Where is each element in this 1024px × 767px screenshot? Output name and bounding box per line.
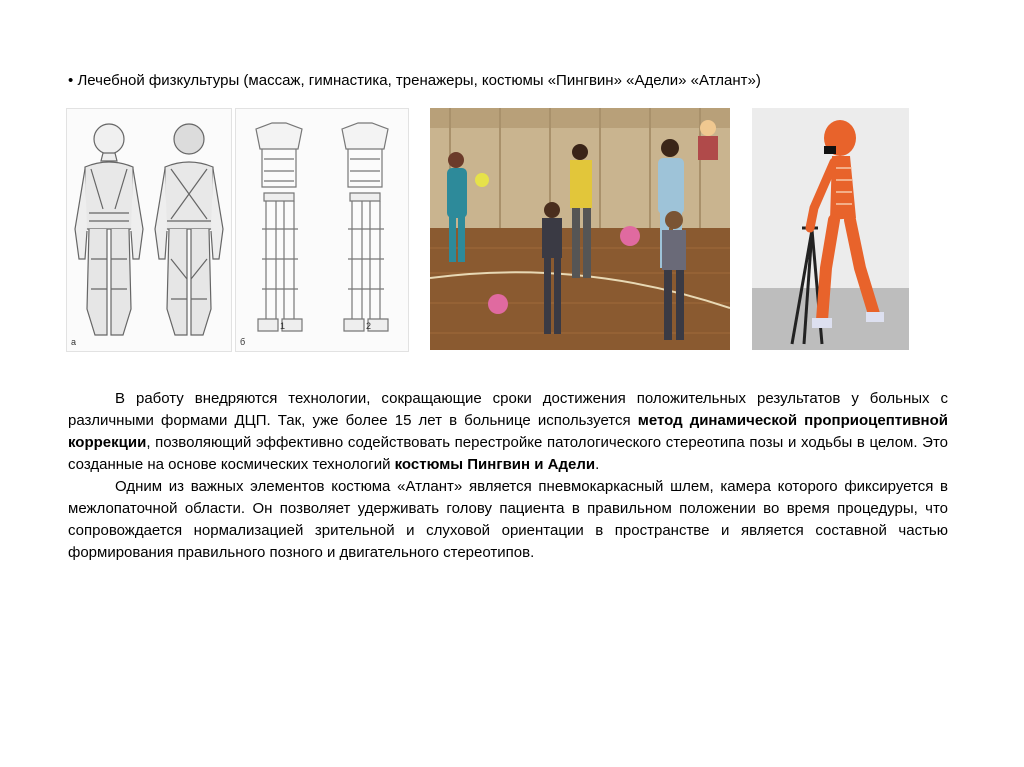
figure-b-item2-label: 2: [366, 321, 372, 331]
paragraph-1-part3: .: [595, 456, 600, 473]
paragraph-1-part2: , позволяющий эффективно содействовать перестройке патологического стереотипа позы и ходьбы в целом. Это созданные на основе космических технологий: [68, 434, 948, 473]
paragraph-2: Одним из важных элементов костюма «Атлант» является пневмокаркасный шлем, камера которого фиксируется в межлопаточной области. Он позволяет удерживать голову пациента в правильном положении во время процедуры, что сопровождается нормализацией зрительной и слуховой ориентации в пространстве и является составной частью формирования правильного позного и двигательного стереотипов.: [68, 478, 948, 561]
body-text: [68, 388, 948, 564]
paragraph-1: [68, 388, 948, 476]
suit-frame-illustration: [235, 108, 409, 352]
bullet-heading-text: Лечебной физкультуры (массаж, гимнастика, тренажеры, костюмы «Пингвин» «Адели» «Атлант»): [77, 72, 761, 89]
figure-b-label: б: [240, 337, 246, 347]
paragraph-1-bold-method: метод динамической проприоцептивной коррекции: [68, 412, 948, 451]
bullet-heading: [68, 72, 761, 89]
paragraph-1-bold-suits: костюмы Пингвин и Адели: [394, 456, 596, 473]
bullet-marker: •: [68, 72, 74, 89]
paragraph-1-part1: В работу внедряются технологии, сокращающие сроки достижения положительных результатов у больных с различными формами ДЦП. Так, уже более 15 лет в больнице используется: [68, 390, 948, 429]
figure-a-label: а: [71, 337, 77, 347]
atlant-suit-photo: [752, 108, 909, 350]
suit-front-back-illustration: [66, 108, 232, 352]
therapy-gym-photo: [430, 108, 730, 350]
figure-b-item1-label: 1: [280, 321, 286, 331]
